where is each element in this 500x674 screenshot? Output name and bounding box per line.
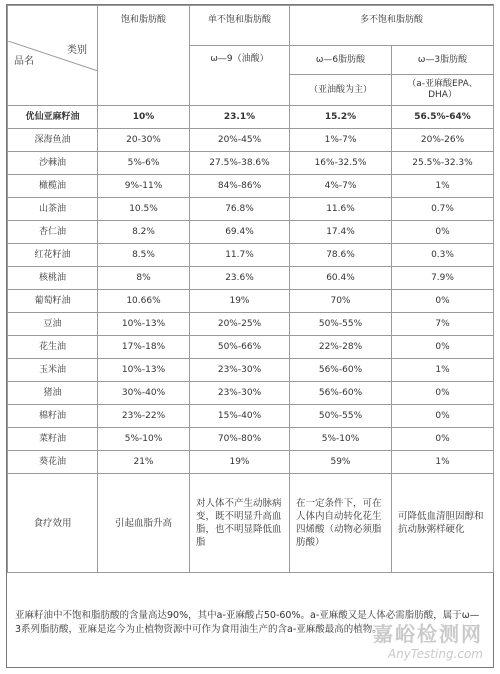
omega9-cell: 20%-45% [190, 129, 290, 152]
saturated-cell: 8.5% [98, 244, 190, 267]
saturated-cell: 20-30% [98, 129, 190, 152]
saturated-cell: 10%-13% [98, 313, 190, 336]
table-row [8, 451, 494, 474]
saturated-cell: 8% [98, 267, 190, 290]
oil-name-cell: 核桃油 [8, 267, 98, 290]
header-omega9: ω—9（油酸） [190, 46, 290, 106]
oil-name-cell: 杏仁油 [8, 221, 98, 244]
corner-name-label: 品名 [14, 55, 34, 67]
omega9-cell: 84%-86% [190, 175, 290, 198]
omega9-cell: 19% [190, 290, 290, 313]
table-row [8, 267, 494, 290]
table-row [8, 221, 494, 244]
table-row [8, 198, 494, 221]
oil-name-cell: 玉米油 [8, 359, 98, 382]
saturated-cell: 10%-13% [98, 359, 190, 382]
omega6-cell: 59% [290, 451, 392, 474]
oil-name-cell: 山茶油 [8, 198, 98, 221]
saturated-cell: 10.5% [98, 198, 190, 221]
table-row [8, 106, 494, 129]
oil-name-cell: 橄榄油 [8, 175, 98, 198]
omega3-cell: 7% [392, 313, 494, 336]
header-omega3: ω—3脂肪酸 [392, 46, 494, 75]
omega6-cell: 15.2% [290, 106, 392, 129]
oil-name-cell: 葵花油 [8, 451, 98, 474]
effect-omega3: 可降低血清胆固醇和抗动脉粥样硬化 [392, 474, 494, 573]
omega6-cell: 78.6% [290, 244, 392, 267]
omega6-cell: 1%-7% [290, 129, 392, 152]
oil-name-cell: 沙棘油 [8, 152, 98, 175]
saturated-cell: 9%-11% [98, 175, 190, 198]
saturated-cell: 17%-18% [98, 336, 190, 359]
oil-name-cell: 优仙亚麻籽油 [8, 106, 98, 129]
omega6-cell: 22%-28% [290, 336, 392, 359]
watermark [373, 618, 483, 661]
header-omega6-sub: （亚油酸为主） [290, 75, 392, 106]
saturated-cell: 8.2% [98, 221, 190, 244]
oil-name-cell: 红花籽油 [8, 244, 98, 267]
watermark-line-2: AnyTesting.com [387, 647, 483, 661]
omega9-cell: 20%-25% [190, 313, 290, 336]
omega6-cell: 16%-32.5% [290, 152, 392, 175]
omega9-cell: 50%-66% [190, 336, 290, 359]
watermark-line-1: 嘉峪检测网 [373, 622, 483, 646]
omega3-cell: 1% [392, 359, 494, 382]
document-frame [6, 4, 494, 668]
omega6-cell: 50%-55% [290, 405, 392, 428]
omega6-cell: 5%-10% [290, 428, 392, 451]
omega6-cell: 17.4% [290, 221, 392, 244]
table-row [8, 175, 494, 198]
table-row [8, 405, 494, 428]
omega3-cell: 20%-26% [392, 129, 494, 152]
effect-saturated: 引起血脂升高 [98, 474, 190, 573]
omega9-cell: 23.1% [190, 106, 290, 129]
table-row [8, 313, 494, 336]
header-omega3-sub: （a-亚麻酸EPA、DHA） [392, 75, 494, 106]
omega9-cell: 23%-30% [190, 359, 290, 382]
omega3-cell: 0% [392, 428, 494, 451]
effect-omega6: 在一定条件下，可在人体内自动转化花生四烯酸（动物必须脂肪酸） [290, 474, 392, 573]
saturated-cell: 5%-10% [98, 428, 190, 451]
oil-name-cell: 豆油 [8, 313, 98, 336]
header-mufa: 单不饱和脂肪酸 [190, 6, 290, 46]
omega3-cell: 25.5%-32.3% [392, 152, 494, 175]
omega6-cell: 56%-60% [290, 382, 392, 405]
table-row [8, 290, 494, 313]
header-omega6: ω—6脂肪酸 [290, 46, 392, 75]
table-row [8, 244, 494, 267]
omega9-cell: 23.6% [190, 267, 290, 290]
saturated-cell: 10.66% [98, 290, 190, 313]
omega3-cell: 0% [392, 221, 494, 244]
header-saturated: 饱和脂肪酸 [98, 6, 190, 106]
saturated-cell: 30%-40% [98, 382, 190, 405]
omega9-cell: 11.7% [190, 244, 290, 267]
omega9-cell: 70%-80% [190, 428, 290, 451]
omega3-cell: 1% [392, 175, 494, 198]
table-row [8, 382, 494, 405]
note-section [7, 579, 493, 667]
table-row [8, 359, 494, 382]
omega3-cell: 0.3% [392, 244, 494, 267]
omega9-cell: 15%-40% [190, 405, 290, 428]
omega3-cell: 1% [392, 451, 494, 474]
omega6-cell: 60.4% [290, 267, 392, 290]
oil-name-cell: 深海鱼油 [8, 129, 98, 152]
header-pufa: 多不饱和脂肪酸 [290, 6, 494, 46]
omega6-cell: 11.6% [290, 198, 392, 221]
omega9-cell: 27.5%-38.6% [190, 152, 290, 175]
effect-row [8, 474, 494, 573]
corner-category-label: 类别 [67, 44, 87, 56]
omega3-cell: 0% [392, 290, 494, 313]
saturated-cell: 23%-22% [98, 405, 190, 428]
omega6-cell: 56%-60% [290, 359, 392, 382]
table-row [8, 152, 494, 175]
oil-name-cell: 葡萄籽油 [8, 290, 98, 313]
oil-name-cell: 猪油 [8, 382, 98, 405]
omega9-cell: 19% [190, 451, 290, 474]
omega3-cell: 56.5%-64% [392, 106, 494, 129]
oil-name-cell: 花生油 [8, 336, 98, 359]
table-row [8, 129, 494, 152]
omega3-cell: 0% [392, 405, 494, 428]
saturated-cell: 5%-6% [98, 152, 190, 175]
omega9-cell: 23%-30% [190, 382, 290, 405]
omega9-cell: 69.4% [190, 221, 290, 244]
saturated-cell: 21% [98, 451, 190, 474]
corner-header-cell [8, 6, 98, 106]
table-row [8, 428, 494, 451]
oil-composition-table [7, 5, 494, 573]
omega9-cell: 76.8% [190, 198, 290, 221]
omega6-cell: 70% [290, 290, 392, 313]
omega6-cell: 50%-55% [290, 313, 392, 336]
omega3-cell: 0% [392, 336, 494, 359]
note-text: 亚麻籽油中不饱和脂肪酸的含量高达90%，其中a-亚麻酸占50-60%。a-亚麻酸又是人体必需脂肪酸，属于ω—3系列脂肪酸，亚麻是迄今为止植物资源中可作为食用油生产的含a-亚麻酸最高的植物。 [15, 610, 480, 635]
table-row [8, 336, 494, 359]
effect-label: 食疗效用 [8, 474, 98, 573]
omega3-cell: 0.7% [392, 198, 494, 221]
header-row-1 [8, 6, 494, 46]
effect-omega9: 对人体不产生动脉病变，既不明显升高血脂，也不明显降低血脂 [190, 474, 290, 573]
omega3-cell: 7.9% [392, 267, 494, 290]
oil-name-cell: 菜籽油 [8, 428, 98, 451]
oil-name-cell: 棉籽油 [8, 405, 98, 428]
omega6-cell: 4%-7% [290, 175, 392, 198]
omega3-cell: 0% [392, 382, 494, 405]
saturated-cell: 10% [98, 106, 190, 129]
